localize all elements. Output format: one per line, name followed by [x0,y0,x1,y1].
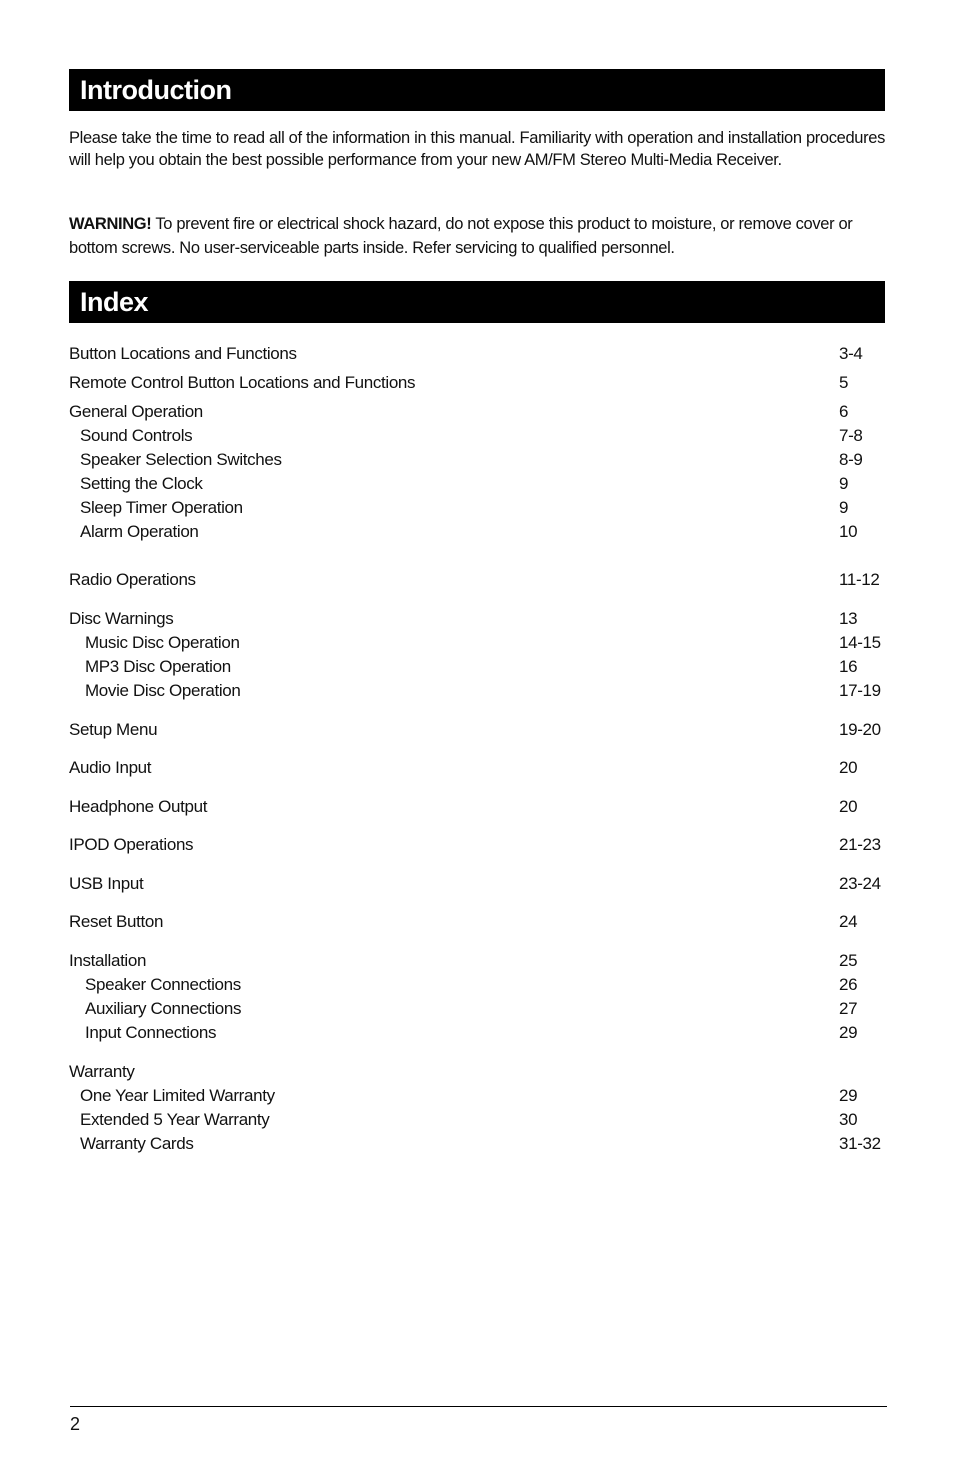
index-subentry [69,679,885,703]
index-subentry [69,1132,885,1156]
index-subentry [69,631,885,655]
introduction-paragraph: Please take the time to read all of the information in this manual. Familiarity with operation and installation procedures will help you obtain the best possible performance from your new AM/FM Stereo Multi-Media Receiver. [69,129,885,169]
index-subentry [69,973,885,997]
warning-paragraph [69,212,885,260]
index-entry-title: Reset Button [69,912,164,931]
index-entry [69,833,885,857]
index-entry [69,400,885,424]
index-entry [69,910,885,934]
index-entry-page: 19-20 [839,720,881,739]
index-subentry [69,424,885,448]
index-subentry [69,1021,885,1045]
index-entry-page: 25 [839,951,858,970]
index-entry-page: 9 [839,498,849,517]
index-entry-page: 7-8 [839,426,863,445]
index-entry-title: Setup Menu [69,720,158,739]
index-entry-title: MP3 Disc Operation [85,657,231,676]
index-entry-title: Radio Operations [69,570,196,589]
warning-label: WARNING! [69,215,152,233]
index-entry-title: Headphone Output [69,797,208,816]
introduction-heading: Introduction [69,69,885,111]
index-entry-page: 6 [839,402,849,421]
index-subentry [69,520,885,544]
index-entry-title: Setting the Clock [80,474,203,493]
warning-body: To prevent fire or electrical shock hazard, do not expose this product to moisture, or remove cover or bottom screws. No user-serviceable parts inside. Refer servicing to qualified personnel. [69,215,853,257]
index-entry-title: Input Connections [85,1023,217,1042]
index-entry-title: Extended 5 Year Warranty [80,1110,270,1129]
index-subentry [69,448,885,472]
index-entry-title: Audio Input [69,758,152,777]
index-entry-title: Warranty Cards [80,1134,194,1153]
index-subentry [69,472,885,496]
index-entry-title: General Operation [69,402,203,421]
index-heading: Index [69,281,885,323]
index-entry [69,949,885,973]
index-entry [69,795,885,819]
index-entry-title: One Year Limited Warranty [80,1086,275,1105]
index-entry-page: 20 [839,758,858,777]
index-subentry [69,1084,885,1108]
index-entry-title: Alarm Operation [80,522,199,541]
index-subentry [69,997,885,1021]
index-entry-page: 8-9 [839,450,863,469]
index-entry-page: 14-15 [839,633,881,652]
index-entry-page: 11-12 [839,570,880,589]
index-entry-title: Remote Control Button Locations and Functions [69,373,416,392]
index-entry [69,342,885,366]
index-entry-page: 3-4 [839,344,863,363]
index-entry [69,872,885,896]
index-entry-title: Sound Controls [80,426,193,445]
index-subentry [69,496,885,520]
index-entry [69,568,885,592]
index-entry-page: 24 [839,912,858,931]
index-entry-title: IPOD Operations [69,835,194,854]
index-entry-page: 21-23 [839,835,881,854]
index-entry-page: 16 [839,657,858,676]
index-entry-title: Speaker Selection Switches [80,450,282,469]
index-entry-page: 10 [839,522,858,541]
index-entry-page: 27 [839,999,858,1018]
index-entry-title: Button Locations and Functions [69,344,297,363]
index-entry [69,1060,885,1084]
index-entry-page: 29 [839,1023,858,1042]
page-number: 2 [70,1414,81,1434]
index-entry-title: Installation [69,951,147,970]
index-entry [69,607,885,631]
index-entry-title: Warranty [69,1062,135,1081]
index-entry [69,756,885,780]
index-subentry [69,655,885,679]
index-entry-page: 30 [839,1110,858,1129]
index-entry-title: Auxiliary Connections [85,999,242,1018]
index-entry-page: 29 [839,1086,858,1105]
index-entry-page: 23-24 [839,874,881,893]
index-entry-page: 26 [839,975,858,994]
index-entry [69,371,885,395]
index-entry-title: Disc Warnings [69,609,174,628]
index-entry [69,718,885,742]
index-entry-page: 9 [839,474,849,493]
index-entry-title: USB Input [69,874,144,893]
index-subentry [69,1108,885,1132]
index-entry-title: Speaker Connections [85,975,241,994]
index-entry-page: 13 [839,609,858,628]
index-entry-page: 20 [839,797,858,816]
index-entry-page: 17-19 [839,681,881,700]
index-entry-title: Sleep Timer Operation [80,498,243,517]
footer-divider [70,1406,887,1407]
index-entry-page: 31-32 [839,1134,881,1153]
index-entry-title: Movie Disc Operation [85,681,241,700]
index-entry-page: 5 [839,373,849,392]
index-entry-title: Music Disc Operation [85,633,240,652]
